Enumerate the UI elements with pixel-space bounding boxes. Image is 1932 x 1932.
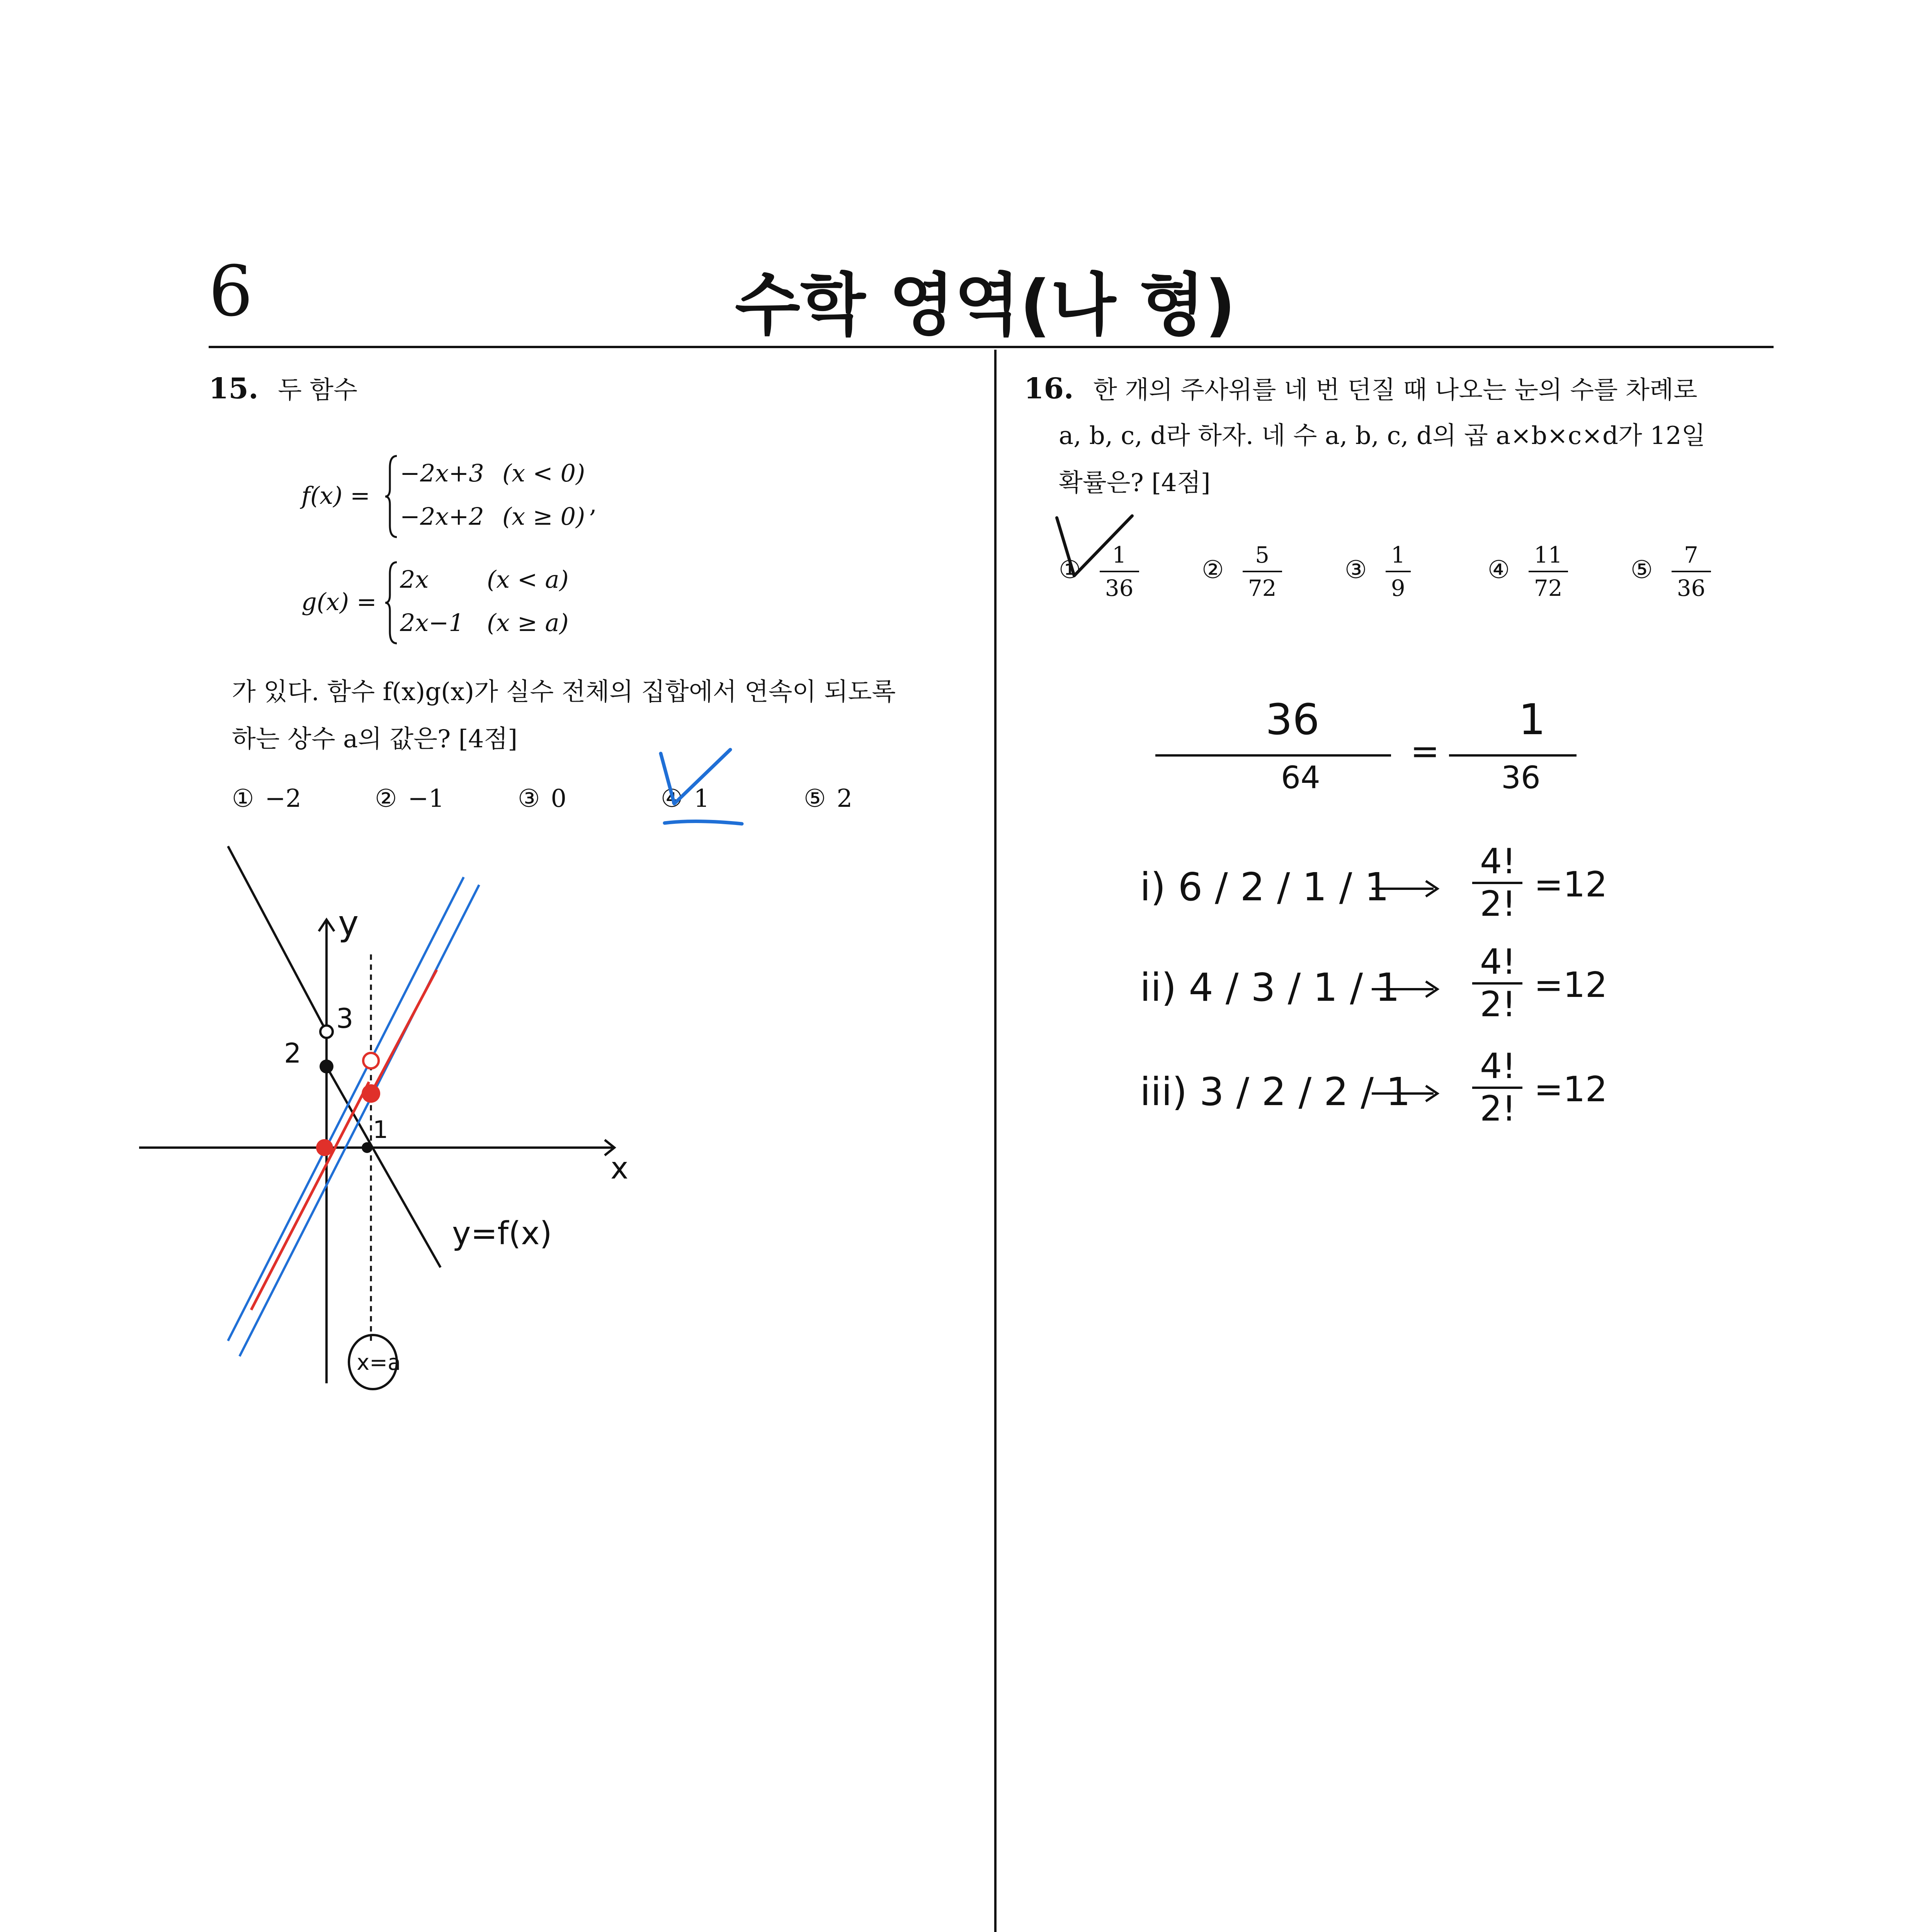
q16-choice-4[interactable] <box>1488 539 1568 604</box>
q15-choice-3[interactable] <box>518 784 566 813</box>
choice-mark: ④ <box>661 784 683 813</box>
closed-point-2 <box>320 1060 333 1073</box>
q15-graph-sketch <box>131 831 672 1395</box>
column-divider <box>994 350 997 1932</box>
case-2-text: ii) 4 / 3 / 1 / 1 <box>1140 965 1400 1010</box>
choice-fraction <box>1672 539 1711 604</box>
fraction-num: 1 <box>1100 539 1139 572</box>
choice-value: 1 <box>694 784 710 813</box>
choice-mark: ① <box>1059 555 1081 584</box>
work-frac1-num: 36 <box>1265 695 1320 744</box>
case-3-num: 4! <box>1480 1046 1516 1087</box>
q16-line1 <box>1024 365 1697 414</box>
f-brace <box>384 452 400 541</box>
case-3-text: iii) 3 / 2 / 2 / 1 <box>1140 1069 1411 1114</box>
label-1: 1 <box>373 1116 388 1144</box>
choice-mark: ④ <box>1488 555 1510 584</box>
choice-mark: ⑤ <box>1631 555 1653 584</box>
choice-mark: ② <box>375 784 397 813</box>
g-case2-cond: (x ≥ a) <box>487 609 569 637</box>
choice-mark: ③ <box>1345 555 1367 584</box>
case-2-den: 2! <box>1480 984 1516 1025</box>
subject-title: 수학 영역(나 형) <box>735 266 1236 345</box>
fraction-den: 36 <box>1677 575 1706 601</box>
work-frac1-den: 64 <box>1281 760 1320 796</box>
choice-mark: ③ <box>518 784 540 813</box>
q15-choice-2[interactable] <box>375 784 444 813</box>
q15-g-definition <box>301 558 726 647</box>
f-case1-cond: (x < 0) <box>502 459 585 487</box>
f-lhs: f(x) = <box>301 481 370 510</box>
q15-heading <box>209 365 357 414</box>
q15-check-mark <box>653 742 753 842</box>
q16-text-line1: 한 개의 주사위를 네 번 던질 때 나오는 눈의 수를 차례로 <box>1093 376 1697 405</box>
g-brace <box>384 558 400 647</box>
page-number: 6 <box>209 251 253 332</box>
fraction-num: 1 <box>1386 539 1411 572</box>
header-rule <box>209 346 1774 348</box>
choice-fraction <box>1386 539 1411 604</box>
choice-value: −2 <box>265 784 301 813</box>
choice-value: 2 <box>837 784 853 813</box>
f-case2-expr: −2x+2 <box>400 502 484 531</box>
case-3-den: 2! <box>1480 1088 1516 1129</box>
g-left-line <box>228 877 464 1341</box>
case-1-den: 2! <box>1480 884 1516 924</box>
x-equals-a-label: x=a <box>357 1350 401 1375</box>
fraction-num: 7 <box>1672 539 1711 572</box>
q16-text-line2: a, b, c, d라 하자. 네 수 a, b, c, d의 곱 a×b×c×d가 12일 <box>1059 422 1706 450</box>
f-tail-comma: , <box>589 490 597 518</box>
case-2-result: =12 <box>1534 965 1607 1005</box>
q16-number: 16. <box>1024 372 1074 405</box>
q16-choice-2[interactable] <box>1202 539 1282 604</box>
work-frac2-num: 1 <box>1519 695 1546 744</box>
q15-choice-1[interactable] <box>232 784 301 813</box>
q15-intro: 두 함수 <box>278 376 357 405</box>
fraction-num: 5 <box>1243 539 1282 572</box>
q16-handwritten-work <box>1140 680 1719 1190</box>
f-case2-cond: (x ≥ 0) <box>502 502 585 531</box>
fraction-num: 11 <box>1529 539 1568 572</box>
case-3-result: =12 <box>1534 1069 1607 1110</box>
open-point-3 <box>320 1026 333 1038</box>
case-1-result: =12 <box>1534 864 1607 905</box>
fraction-den: 9 <box>1391 575 1405 601</box>
work-frac2-den: 36 <box>1501 760 1541 796</box>
curve-label: y=f(x) <box>452 1215 552 1252</box>
choice-value: −1 <box>408 784 444 813</box>
q15-body-line2: 하는 상수 a의 값은? [4점] <box>232 725 518 753</box>
q16-check-mark <box>1051 510 1140 587</box>
f-case1-expr: −2x+3 <box>400 459 484 487</box>
label-2: 2 <box>284 1037 301 1069</box>
fraction-den: 72 <box>1534 575 1563 601</box>
red-closed-point <box>362 1084 380 1103</box>
f-left-line <box>228 846 327 1032</box>
g-case1-expr: 2x <box>400 565 429 594</box>
choice-mark: ① <box>232 784 254 813</box>
g-lhs: g(x) = <box>301 588 377 616</box>
red-trace-lower <box>251 1082 369 1310</box>
red-axis-point <box>316 1139 333 1156</box>
q16-text-line3: 확률은? [4점] <box>1059 469 1211 497</box>
q15-number: 15. <box>209 372 259 405</box>
choice-value: 0 <box>551 784 567 813</box>
fraction-den: 36 <box>1105 575 1134 601</box>
case-1-num: 4! <box>1480 841 1516 882</box>
case-1-text: i) 6 / 2 / 1 / 1 <box>1140 864 1389 910</box>
q16-choice-3[interactable] <box>1345 539 1411 604</box>
g-right-line <box>240 885 479 1356</box>
x-axis-label: x <box>611 1151 629 1186</box>
g-case1-cond: (x < a) <box>487 565 569 594</box>
f-right-line <box>327 1066 440 1267</box>
case-2-num: 4! <box>1480 942 1516 982</box>
y-axis-label: y <box>338 903 359 944</box>
work-equals: = <box>1410 731 1440 772</box>
choice-mark: ⑤ <box>804 784 826 813</box>
red-trace-upper <box>371 970 437 1094</box>
choice-fraction <box>1243 539 1282 604</box>
q16-choice-5[interactable] <box>1631 539 1711 604</box>
choice-fraction <box>1529 539 1568 604</box>
red-open-point <box>363 1053 379 1068</box>
q15-f-definition <box>301 452 726 541</box>
q15-body-line1: 가 있다. 함수 f(x)g(x)가 실수 전체의 집합에서 연속이 되도록 <box>232 678 896 706</box>
g-case2-expr: 2x−1 <box>400 609 464 637</box>
fraction-den: 72 <box>1248 575 1277 601</box>
label-3: 3 <box>336 1003 354 1034</box>
choice-mark: ② <box>1202 555 1224 584</box>
q15-choice-5[interactable] <box>804 784 852 813</box>
